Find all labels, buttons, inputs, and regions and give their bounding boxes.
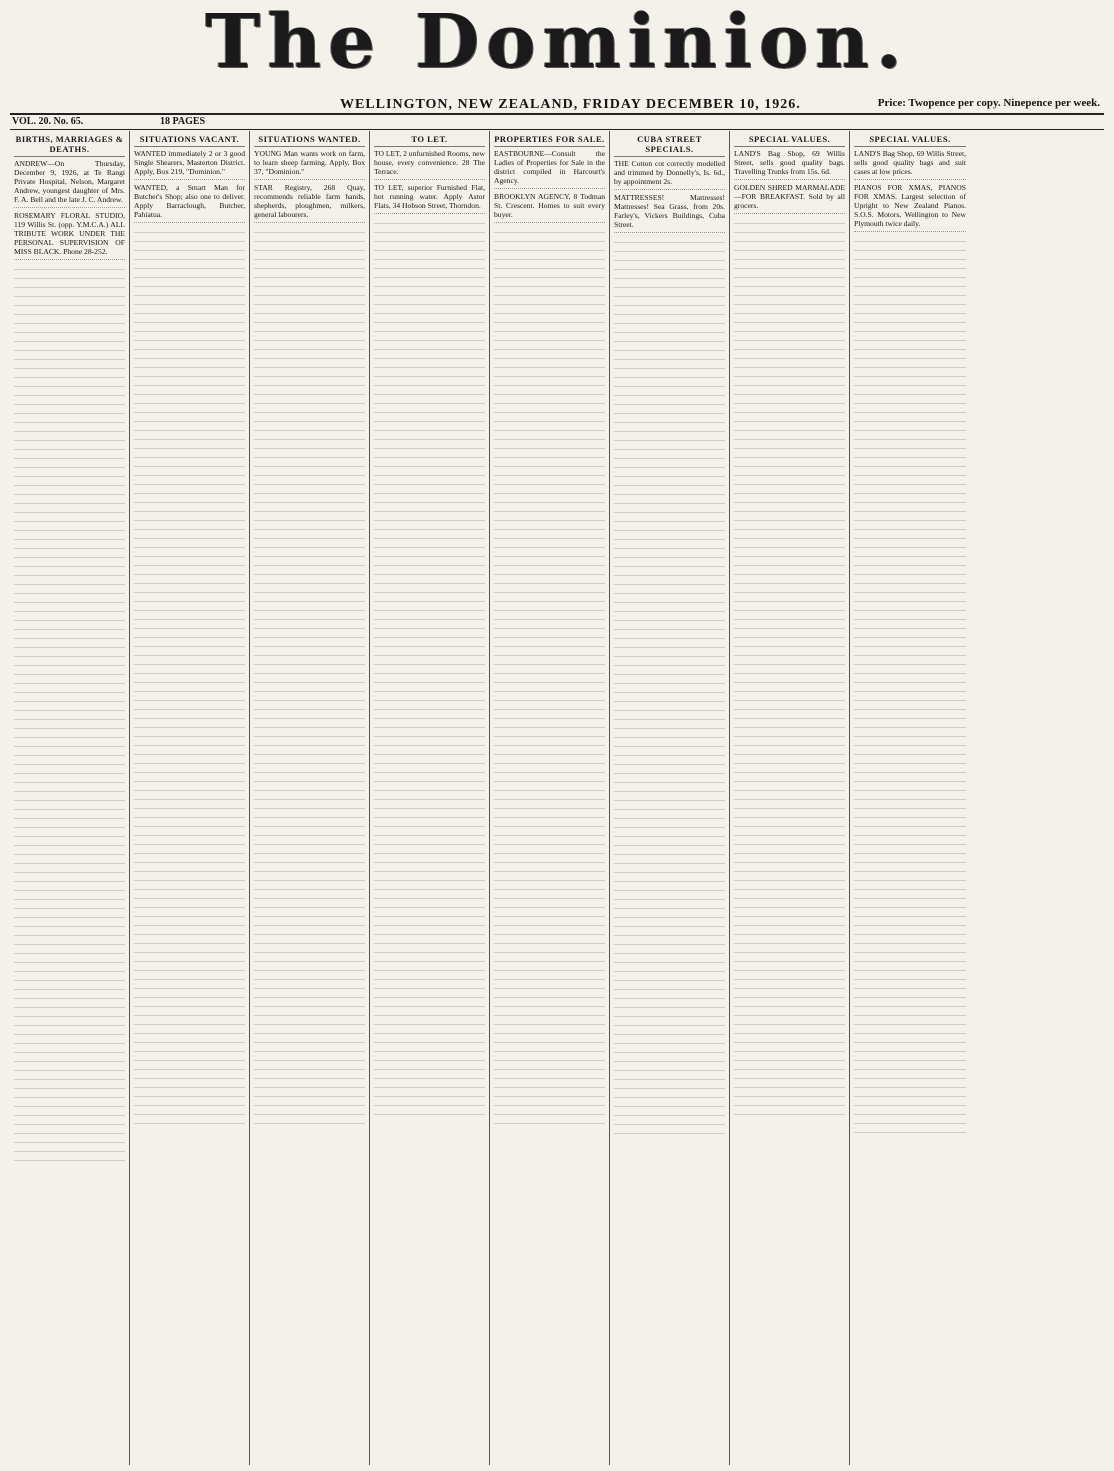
classified-ad: ANDREW—On Thursday, December 9, 1926, at Te Rangi Private Hospital, Nelson, Margaret Andrew, youngest daughter of Mrs. F. A. Bell and the late J. C. Andrew. xyxy=(14,159,125,208)
column-heading: TO LET. xyxy=(374,134,485,147)
column-heading: PROPERTIES FOR SALE. xyxy=(494,134,605,147)
column-heading: SITUATIONS VACANT. xyxy=(134,134,245,147)
small-print-filler xyxy=(374,217,485,1117)
masthead xyxy=(10,0,1104,92)
classified-ad: LAND'S Bag Shop, 69 Willis Street, sells good quality bags and suit cases at low prices. xyxy=(854,149,966,180)
column-heading: CUBA STREET SPECIALS. xyxy=(614,134,725,157)
volume-number: VOL. 20. No. 65. xyxy=(12,116,84,127)
classified-ad: PIANOS FOR XMAS, PIANOS FOR XMAS. Largest selection of Upright to New Zealand Pianos. S.O.S. Motors, Wellington to New Plymouth twice daily. xyxy=(854,183,966,232)
classified-ad: TO LET, superior Furnished Flat, hot running water. Apply Astor Flats, 34 Hobson Street, Thorndon. xyxy=(374,183,485,214)
column-8 xyxy=(850,131,970,1465)
classified-ad: TO LET, 2 unfurnished Rooms, new house, every convenience. 28 The Terrace. xyxy=(374,149,485,180)
classified-ad: MATTRESSES! Mattresses! Mattresses! Sea Grass, from 20s. Farley's, Vickers Buildings, Cuba Street. xyxy=(614,193,725,233)
column-1 xyxy=(10,131,130,1465)
issue-strip xyxy=(10,113,1104,130)
classified-ad: LAND'S Bag Shop, 69 Willis Street, sells good quality bags. Travelling Trunks from 15s. 6d. xyxy=(734,149,845,180)
column-7 xyxy=(730,131,850,1465)
classified-ad: EASTBOURNE—Consult the Ladies of Properties for Sale in the district compiled in Harcourt's Agency. xyxy=(494,149,605,189)
classified-ad: THE Cotton cot correctly modelled and trimmed by Donnelly's, Is. 6d., by appointment 2s. xyxy=(614,159,725,190)
column-heading: SPECIAL VALUES. xyxy=(854,134,966,147)
column-5 xyxy=(490,131,610,1465)
classified-ad: STAR Registry, 268 Quay, recommends reliable farm hands, shepherds, ploughmen, milkers, general labourers. xyxy=(254,183,365,223)
column-grid xyxy=(10,131,1104,1465)
column-3 xyxy=(250,131,370,1465)
dateline: WELLINGTON, NEW ZEALAND, FRIDAY DECEMBER 10, 1926. xyxy=(340,97,801,112)
classified-ad: WANTED immediately 2 or 3 good Single Shearers, Masterton District. Apply, Box 219, "Dominion." xyxy=(134,149,245,180)
column-heading: SITUATIONS WANTED. xyxy=(254,134,365,147)
price-line: Price: Twopence per copy. Ninepence per week. xyxy=(877,97,1100,109)
column-4 xyxy=(370,131,490,1465)
small-print-filler xyxy=(494,226,605,1126)
page-count: 18 PAGES xyxy=(160,116,206,127)
column-heading: SPECIAL VALUES. xyxy=(734,134,845,147)
small-print-filler xyxy=(14,263,125,1163)
column-6 xyxy=(610,131,730,1465)
small-print-filler xyxy=(614,236,725,1136)
column-heading: BIRTHS, MARRIAGES & DEATHS. xyxy=(14,134,125,157)
classified-ad: ROSEMARY FLORAL STUDIO, 119 Willis St. (opp. Y.M.C.A.) ALL TRIBUTE WORK UNDER THE PERSONAL SUPERVISION OF MISS BLACK. Phone 28-252. xyxy=(14,211,125,260)
classified-ad: BROOKLYN AGENCY, 8 Todman St. Crescent. Homes to suit every buyer. xyxy=(494,192,605,223)
small-print-filler xyxy=(734,217,845,1117)
column-2 xyxy=(130,131,250,1465)
small-print-filler xyxy=(134,226,245,1126)
classified-ad: GOLDEN SHRED MARMALADE—FOR BREAKFAST. Sold by all grocers. xyxy=(734,183,845,214)
small-print-filler xyxy=(254,226,365,1126)
classified-ad: YOUNG Man wants work on farm, to learn sheep farming. Apply, Box 37, "Dominion." xyxy=(254,149,365,180)
masthead-title: The Dominion. xyxy=(205,0,909,85)
small-print-filler xyxy=(854,235,966,1135)
classified-ad: WANTED, a Smart Man for Butcher's Shop; also one to deliver. Apply Barraclough, Butcher, Pahiatua. xyxy=(134,183,245,223)
